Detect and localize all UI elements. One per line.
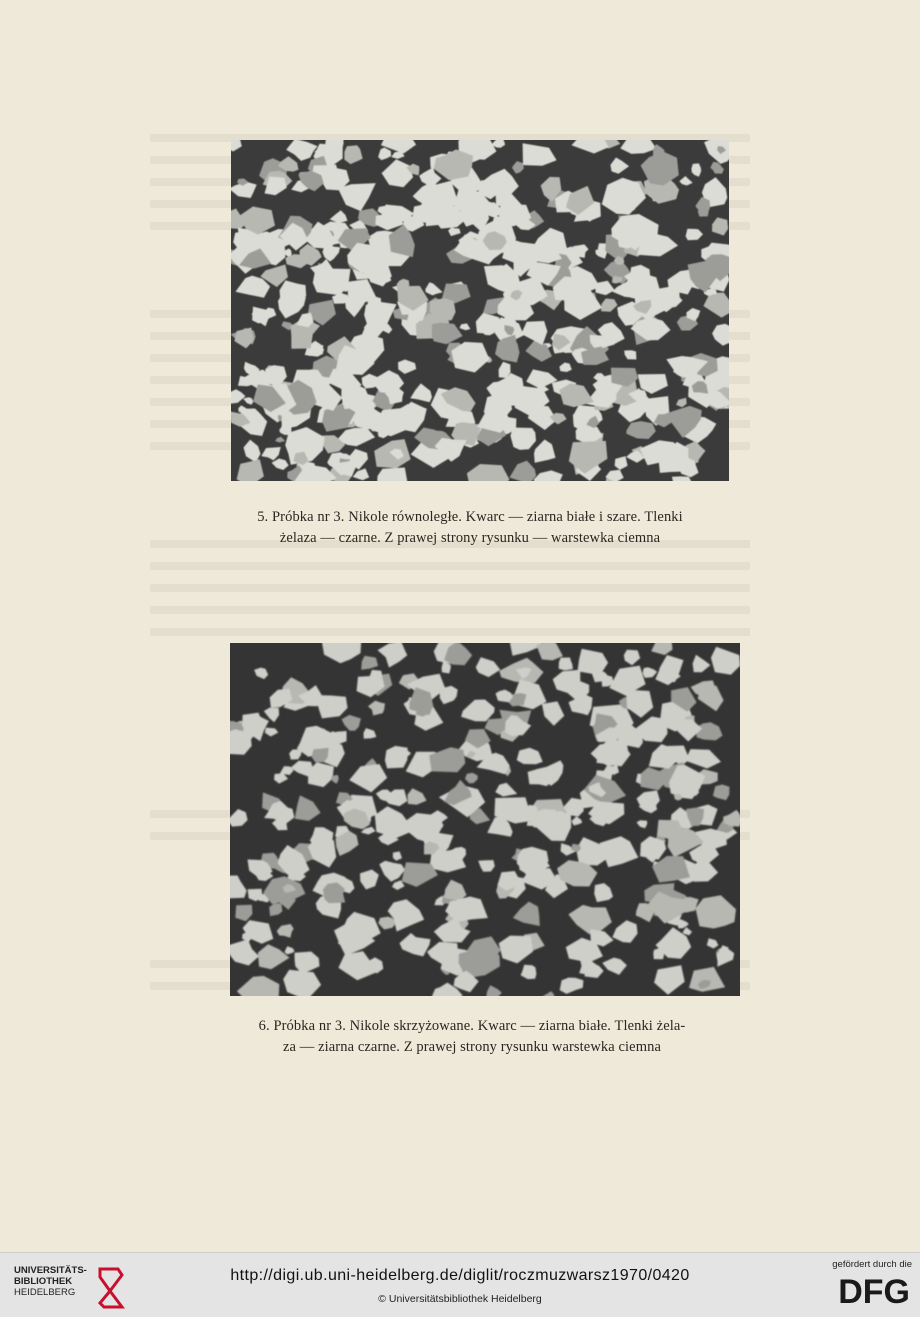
mineral-grain [672,476,692,481]
caption-line: żelaza — czarne. Z prawej strony rysunku — warstewka ciemna [279,530,661,546]
bleed-through-line [150,562,750,570]
figure-5-caption [200,507,740,549]
micrograph-parallel-nicols [231,140,729,481]
caption-line: za — ziarna czarne. Z prawej strony rysunku warstewka ciemna [282,1039,661,1055]
figure-6-caption [200,1016,744,1058]
library-name-line: UNIVERSITÄTS- [14,1265,87,1276]
funder-block[interactable] [812,1259,912,1311]
library-name-line: HEIDELBERG [14,1287,76,1298]
bleed-through-line [150,628,750,636]
bleed-through-line [150,606,750,614]
ub-heidelberg-logo-icon [96,1265,126,1309]
viewer-footer [0,1252,920,1317]
permalink-url[interactable]: http://digi.ub.uni-heidelberg.de/diglit/roczmuzwarsz1970/0420 [230,1267,690,1284]
micrograph-image [231,140,729,481]
dfg-logo-text: DFG [838,1273,910,1307]
library-logo[interactable] [14,1265,134,1309]
bleed-through-line [150,584,750,592]
funder-label: gefördert durch die [832,1259,912,1270]
dfg-logo-icon [824,1273,912,1307]
caption-line: 5. Próbka nr 3. Nikole równoległe. Kwarc — ziarna białe i szare. Tlenki [257,509,683,525]
mineral-grain [368,296,382,309]
library-name-line: BIBLIOTHEK [14,1276,73,1287]
micrograph-crossed-nicols [230,643,740,996]
caption-line: 6. Próbka nr 3. Nikole skrzyżowane. Kwarc — ziarna białe. Tlenki żela- [258,1018,686,1034]
micrograph-image [230,643,740,996]
library-name [14,1265,87,1298]
mineral-grain [653,948,664,959]
copyright-notice: © Universitätsbibliothek Heidelberg [378,1293,542,1305]
